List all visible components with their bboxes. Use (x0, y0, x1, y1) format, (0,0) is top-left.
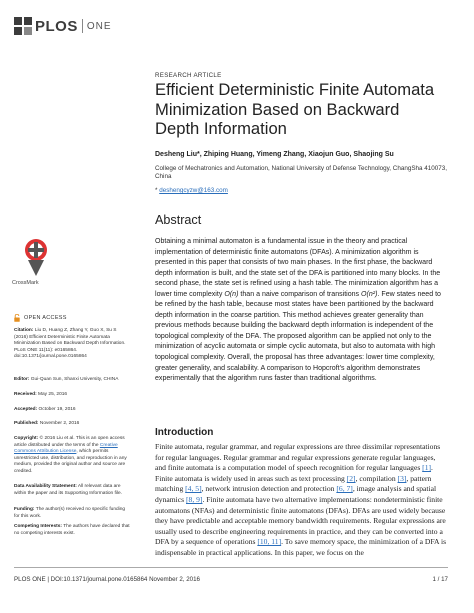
competing-interests-text: The authors have declared that no competing interests exist. (14, 524, 130, 536)
editor-label: Editor: (14, 377, 30, 382)
accepted-label: Accepted: (14, 407, 38, 412)
email-mark: * (155, 187, 158, 194)
citation-link[interactable]: [6, 7] (336, 484, 353, 494)
competing-interests-info (14, 524, 130, 537)
intro-part: , pattern matching (155, 473, 432, 494)
published-text: November 2, 2016 (38, 421, 80, 426)
editor-text: Gui-Quan Sun, Shanxi University, CHINA (29, 377, 119, 382)
intro-part: , image analysis and spatial dynamics (155, 484, 437, 504)
logo-journal: ONE (86, 20, 112, 32)
article-type: RESEARCH ARTICLE (155, 72, 222, 79)
open-lock-icon (14, 314, 20, 322)
citation-link[interactable]: [10, 11] (257, 537, 282, 547)
abstract-part: than a naive comparison of transitions (238, 290, 362, 298)
citation-link[interactable]: [1] (422, 463, 432, 473)
introduction-heading: Introduction (155, 427, 214, 438)
abstract-part: . Few states need to be refined by the hash table, because most states have been partitioned by the backward depth information in the coarse partition. This method achieves greater generality than previous methods because building the backward depth information is independent of the topological complexity of the DFA. The proposed algorithm can be applied not only to the minimization of acyclic automata or simple cyclic automata, but also to automata with high topological complexity. Overall, the proposal has three advantages: lower time complexity, greater generality, and scalability. A comparison to Hopcroft’s algorithm demonstrates experimentally that the algorithm runs faster than traditional algorithms. (155, 290, 441, 383)
competing-interests-label: Competing Interests: (14, 524, 62, 529)
data-availability-info (14, 484, 130, 497)
accepted-text: October 19, 2016 (37, 407, 76, 412)
funding-text: The author(s) received no specific funding for this work. (14, 507, 126, 519)
author-list: Desheng Liu*, Zhiping Huang, Yimeng Zhang, Xiaojun Guo, Shaojing Su (155, 151, 394, 158)
data-availability-label: Data Availability Statement: (14, 484, 77, 489)
intro-part: . Finite automata have two alternative implementations: nondeterministic finite automatons (NFAs) and deterministic finite automatons (DFAs). DFAs are used widely because they have predictable and acceptable memory bandwidth requirements. Regular expressions are usually used to describe engineering requirements in practice, and they can be converted into a DFA by a sequence of operations (155, 494, 446, 547)
license-link[interactable]: Creative Commons Attribution License (14, 442, 118, 455)
citation-link[interactable]: [8, 9] (186, 494, 203, 504)
published-info (14, 421, 130, 428)
accepted-info (14, 407, 130, 414)
intro-part: . To save memory space, the minimization of a DFA is indispensable in practical applications. In this paper, we focus on the (155, 537, 447, 557)
intro-part: , network intrusion detection and protection (201, 484, 337, 494)
complexity-quadratic: O(n²) (361, 290, 378, 298)
citation-label: Citation: (14, 328, 34, 333)
citation-link[interactable]: [2] (346, 473, 356, 483)
page-number: 1 / 17 (432, 576, 448, 583)
abstract-part: Obtaining a minimal automaton is a fundamental issue in the theory and practical implementation of deterministic finite automatons (DFAs). A minimization algorithm is presented in this paper that consists of two main phases. In the first phase, the backward depth information is built, and the state set of the DFA is partitioned into many blocks. In the second phase, the state set is refined using a hash table. The minimization algorithm has a lower time complexity (155, 238, 441, 298)
published-label: Published: (14, 421, 39, 426)
received-info (14, 392, 130, 399)
received-text: May 25, 2016 (36, 392, 68, 397)
citation-text: Liu D, Huang Z, Zhang Y, Guo X, Su S (2016) Efficient Deterministic Finite Automata Minimization Based on Backward Depth Information. PLoS ONE 11(11): e0165864. doi:10.1371/journal.pone.0165864 (14, 328, 126, 360)
received-label: Received: (14, 392, 37, 397)
citation-info (14, 328, 130, 361)
copyright-label: Copyright: (14, 436, 39, 441)
introduction-text (155, 442, 448, 559)
citation-link[interactable]: [3] (397, 473, 407, 483)
data-availability-text: All relevant data are within the paper and its Supporting Information file. (14, 484, 122, 496)
journal-logo (14, 16, 112, 36)
crossmark-icon[interactable] (24, 238, 48, 278)
intro-part: Finite automata, regular grammar, and regular expressions are three dissimilar representations for regular languages. Regular grammar and regular expressions generate regular languages, and finite automata is a computation model of speech recognition for regular languages (155, 442, 441, 473)
abstract-text (155, 237, 448, 385)
complexity-linear: O(n) (224, 290, 239, 298)
copyright-text: , which permits unrestricted use, distribution, and reproduction in any medium, provided the original author and source are credited. (14, 449, 127, 474)
logo-brand: PLOS (35, 17, 78, 35)
affiliation: College of Mechatronics and Automation, National University of Defense Technology, ChangSha 410073, China (155, 165, 448, 181)
funding-info (14, 507, 130, 520)
corresponding-email (155, 187, 448, 194)
article-title: Efficient Deterministic Finite Automata Minimization Based on Backward Depth Information (155, 80, 435, 138)
intro-part: , compilation (355, 473, 398, 483)
open-access-label: OPEN ACCESS (24, 314, 67, 321)
funding-label: Funding: (14, 507, 35, 512)
editor-info (14, 377, 130, 384)
crossmark-label: CrossMark (12, 280, 39, 286)
email-link[interactable]: deshengcyzw@163.com (159, 187, 228, 194)
open-access-badge (14, 314, 130, 322)
intro-part: . Finite automata is widely used in areas such as text processing (155, 463, 433, 483)
footer-divider (14, 567, 448, 568)
abstract-heading: Abstract (155, 213, 202, 227)
plos-logo-icon (14, 17, 32, 35)
citation-link[interactable]: [4, 5] (185, 484, 202, 494)
copyright-text: © 2016 Liu et al. This is an open access article distributed under the terms of the (14, 436, 125, 448)
copyright-info (14, 436, 130, 476)
logo-divider (82, 19, 83, 33)
footer-citation: PLOS ONE | DOI:10.1371/journal.pone.0165864 November 2, 2016 (14, 576, 200, 583)
